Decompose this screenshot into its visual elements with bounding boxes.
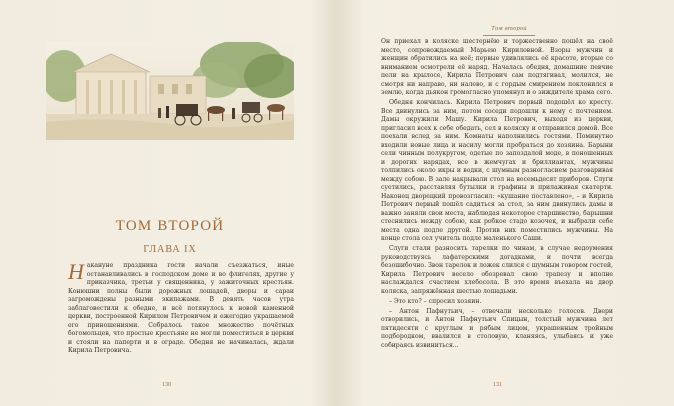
paragraph: Он приехал в коляске шестернёю и торжественно пошёл на своё место, сопровождаемый Марьею Кириловной. Взоры мужчин и женщин обратились на неё; первые удивлялись её красоте, вторые со вниманием осмотрели её наряд. Началась обедня, домашние певчие пели на крылосе, Кирила Петрович сам подтягивал, молился, не смотря ни направо, ни налево, и с гордым смирением поклонился в землю, когда дьякон громогласно упомянул и о зиждителе храма сего. [381,38,613,96]
paragraph: – Антон Пафнутьич, – отвечали несколько голосов. Двери отворились, и Антон Пафнутьич Спицын, толстый мужчина лет пятидесяти с круглым и рябым лицом, украшенным тройным подбородком, ввалился в столовую, кланяясь, улыбаясь и уже собираясь извиниться... [381,307,613,349]
paragraph: – Это кто? – спросил хозяин. [389,297,482,305]
page-number-left: 130 [162,382,171,388]
chapter-title: ГЛАВА IX [143,244,197,255]
running-head-rule [483,35,535,36]
manor-illustration-art [46,42,294,140]
right-page [337,0,674,406]
drop-cap: Н [68,259,84,284]
manor-illustration [46,42,294,140]
left-body-text [68,259,294,356]
left-paragraph: акануне праздника гости начали съезжаться, иные останавливались в господском доме и во флигелях, другие у приказчика, третьи у священника, у зажиточных крестьян. Конюшни полны были дорожных лошадей, дворы и сараи загромождены разными экипажами. В девять часов утра заблаговестили к обедне, и всё потянулось к новой каменной церкви, построенной Кирилом Петровичем и ежегодно украшаемой его приношениями. Собралось такое множество почётных богомольцев, что простые крестьяне не могли поместиться в церкви и стояли на паперти и в ограде. Обедня не начиналась, ждали Кирила Петровича. [68,262,294,354]
part-title: ТОМ ВТОРОЙ [115,218,225,234]
paragraph: Обедня кончилась. Кирила Петрович первый подошёл ко кресту. Все двинулись за ним, потом соседи подошли к нему с почтением. Дамы окружили Машу. Кирила Петрович, выходя из церкви, пригласил всех к себе обедать, сел в коляску и отправился домой. Все поехали вслед за ним. Комнаты наполнились гостями. Поминутно входили новые лица и насилу могли пробраться до хозяина. Барыни сели чинным полукругом, одетые по запоздалой моде, в поношенных и дорогих нарядах, все в жемчугах и бриллиантах, мужчины толпились около икры и водки, с шумным разногласием разговаривая между собою. В зале накрывали стол на восемьдесят приборов. Слуги суетились, расставляя бутылки и графины и прилаживая скатерти. Наконец дворецкий провозгласил: «кушание поставлено», – и Кирила Петрович первый пошёл садиться за стол, за ним двинулись дамы и важно заняли свои места, наблюдая некоторое старшинство, барышни стеснились между собою, как робкое стадо козочек, и выбрали себе места одна подле другой. Против них поместились мужчины. На конце стола сел учитель подле маленького Саши. [381,99,613,242]
right-body-text [381,38,613,350]
page-number-right: 131 [493,382,502,388]
paragraph: Слуги стали разносить тарелки по чинам, в случае недоумения руководствуясь лафатерскими догадками, и почти всегда безошибочно. Звон тарелок и ложек слился с шумным говором гостей, Кирила Петрович весело обозревал свою трапезу и вполне наслаждался счастием хлебосола. В это время въехала на двор коляска, запряжённая шестью лошадьми. [381,245,613,295]
running-head: Том второй [491,26,527,32]
